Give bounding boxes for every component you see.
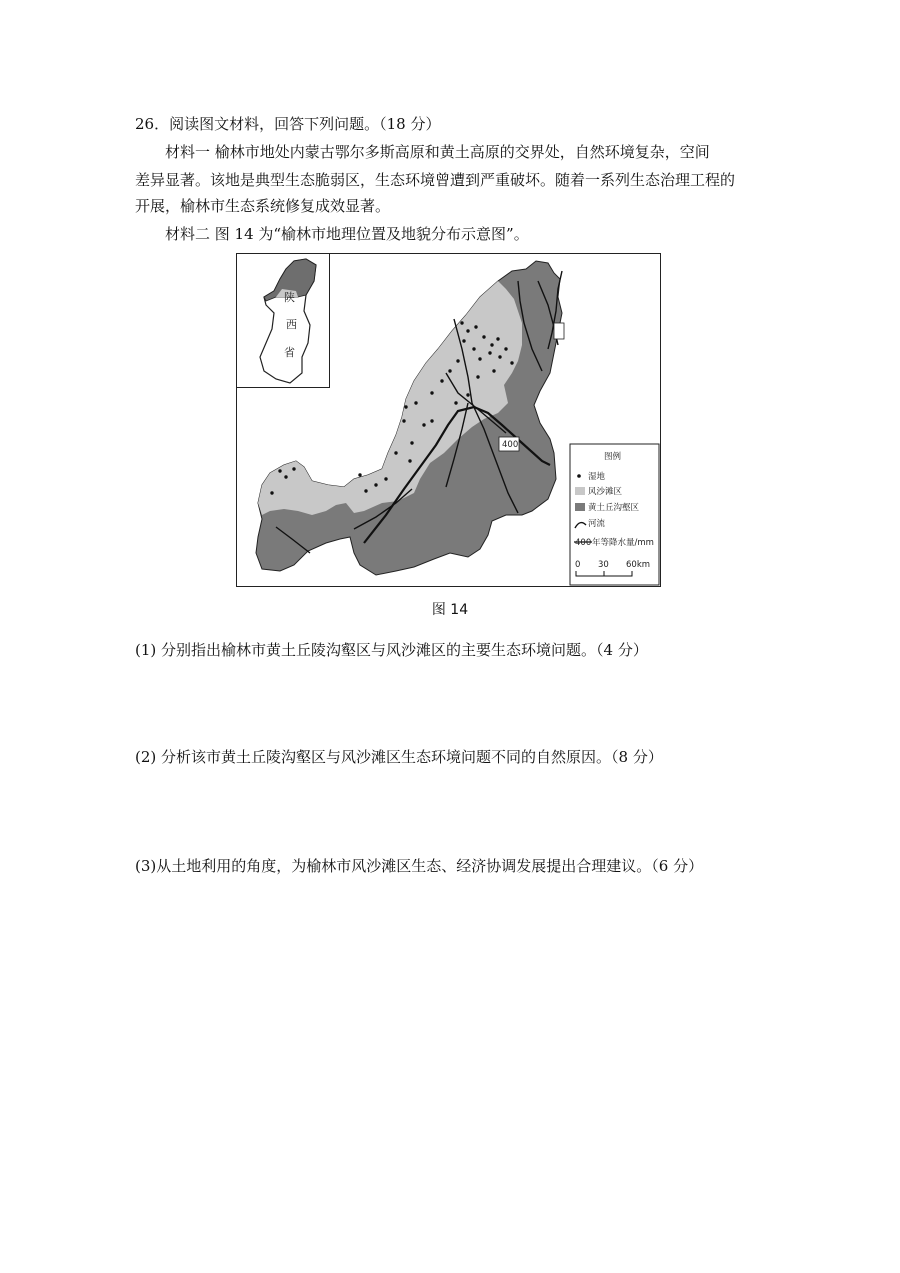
material1-line1: 材料一 榆林市地处内蒙古鄂尔多斯高原和黄土高原的交界处，自然环境复杂，空间 [165,143,710,161]
legend-isohyet-sample: 400 [575,538,592,548]
material1-line2: 差异显著。该地是典型生态脆弱区，生态环境曾遭到严重破坏。随着一系列生态治理工程的 [135,171,736,189]
legend [570,444,659,585]
inset-map [237,254,330,388]
legend-title: 图例 [604,452,622,462]
scale-tick-1: 30 [598,560,609,570]
material2-line: 材料二 图 14 为“榆林市地理位置及地貌分布示意图”。 [165,225,529,243]
question-title: 26．阅读图文材料，回答下列问题。（18 分） [135,115,441,133]
inset-label-0: 陕 [284,291,295,304]
material1-line3: 开展，榆林市生态系统修复成效显著。 [135,197,391,215]
inset-label-2: 省 [284,346,295,359]
legend-wetland: 湿地 [588,472,606,482]
inset-label-1: 西 [286,318,297,331]
figure-caption: 图 14 [431,602,469,618]
yulin-map-figure [236,253,661,587]
sub-question-1: (1) 分别指出榆林市黄土丘陵沟壑区与风沙滩区的主要生态环境问题。（4 分） [135,641,648,659]
wetland-legend-symbol [577,474,581,478]
sandy-legend-swatch [575,487,585,495]
sub-question-2: (2) 分析该市黄土丘陵沟壑区与风沙滩区生态环境问题不同的自然原因。（8 分） [135,748,663,766]
sub-question-3: (3)从土地利用的角度，为榆林市风沙滩区生态、经济协调发展提出合理建议。（6 分） [135,857,704,875]
legend-isohyet: 年等降水量/mm [592,538,654,548]
scale-tick-2: 60km [626,560,651,570]
loess-legend-swatch [575,503,585,511]
isohyet-label: 400 [502,440,519,450]
scale-tick-0: 0 [575,560,581,570]
legend-sandy: 风沙滩区 [588,487,623,497]
legend-loess: 黄土丘沟壑区 [588,503,640,513]
legend-river: 河流 [588,519,606,529]
